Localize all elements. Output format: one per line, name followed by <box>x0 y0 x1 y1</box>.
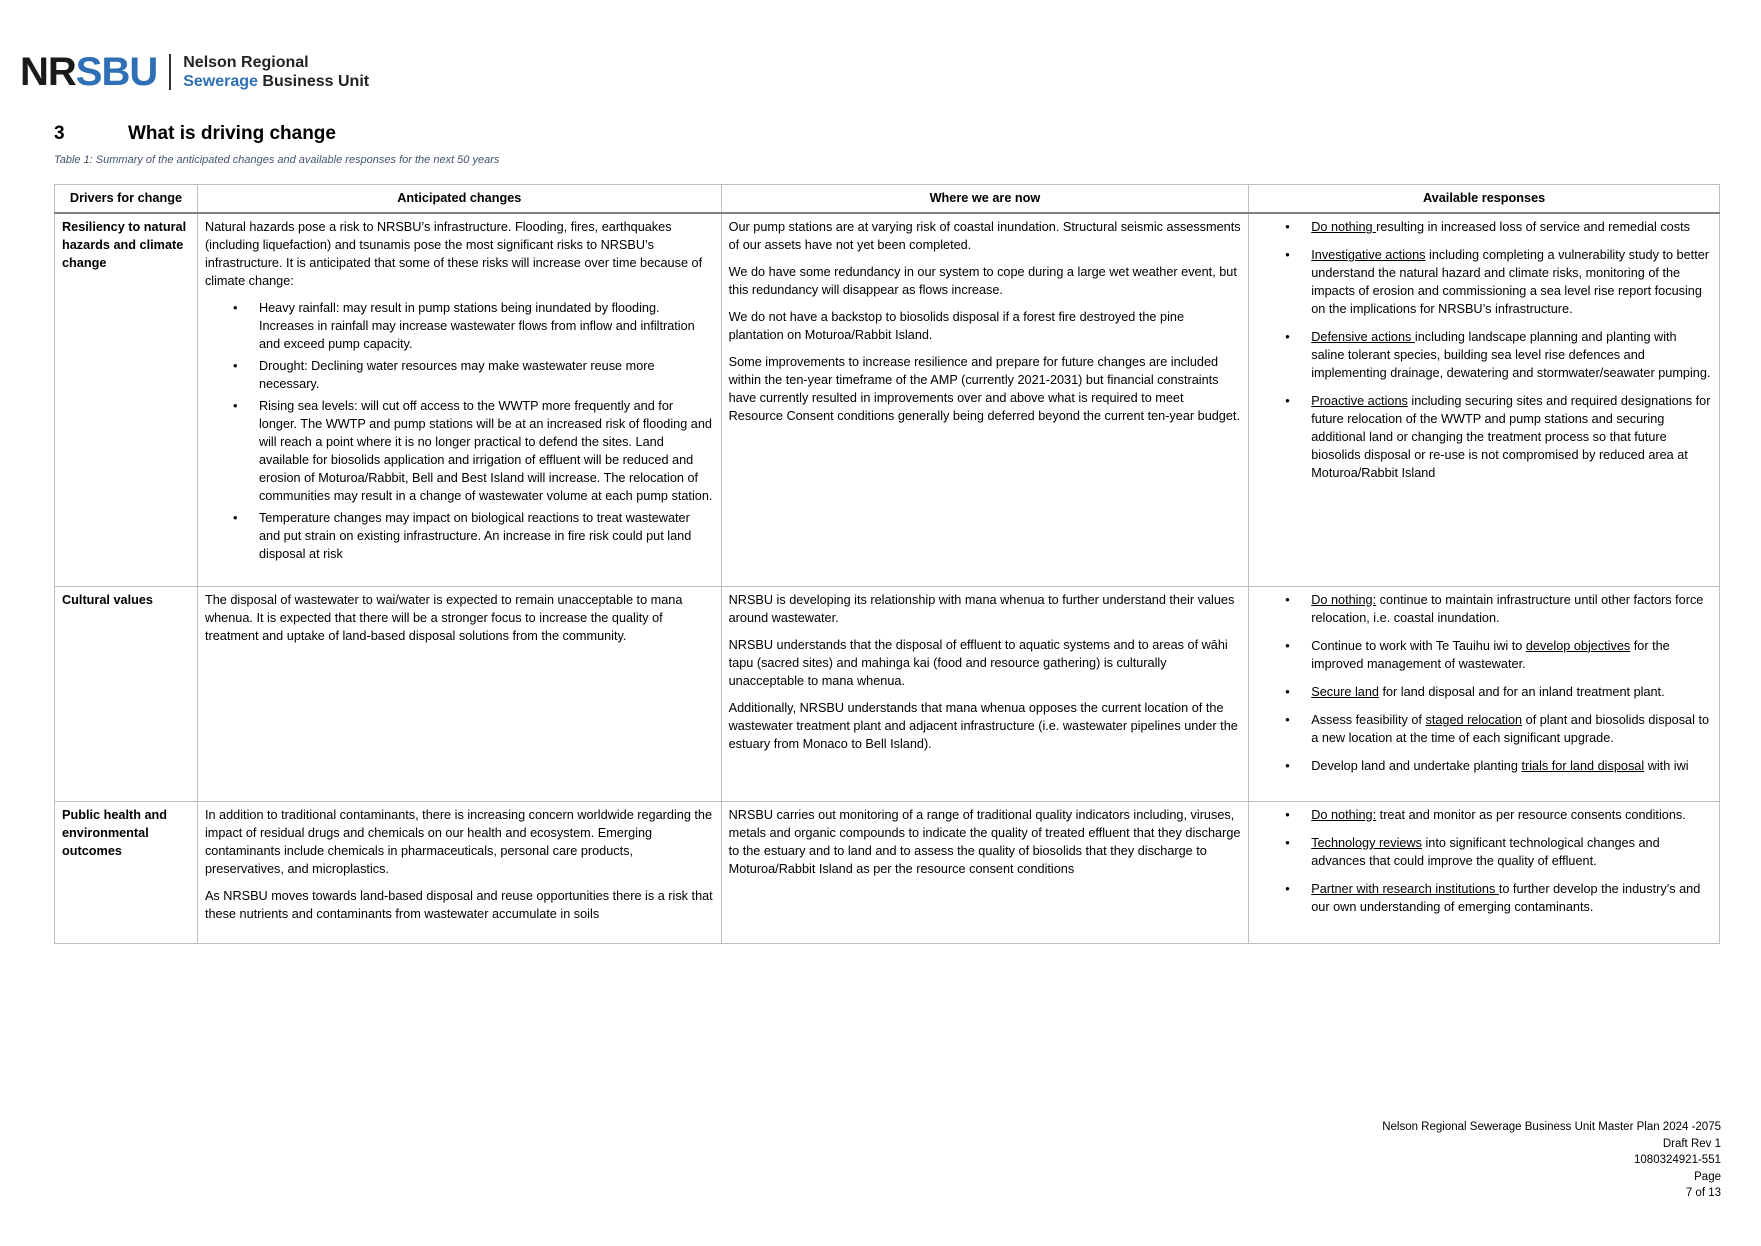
header-anticipated: Anticipated changes <box>197 185 721 214</box>
footer-page-label: Page <box>1694 1170 1721 1183</box>
table-header-row <box>55 185 1720 214</box>
logo-text: Nelson Regional Sewerage Business Unit <box>183 54 370 90</box>
section-title: What is driving change <box>128 123 336 144</box>
header-now: Where we are now <box>721 185 1249 214</box>
footer-revision: Draft Rev 1 <box>1662 1137 1721 1150</box>
now-cell: NRSBU carries out monitoring of a range of traditional quality indicators including, viruses, metals and organic compounds to indicate the quality of treated effluent that they discharge to the estuary and to land and to assess the quality of biosolids that they discharge to Moturoa/Rabbit Island as per the resource consent conditions <box>721 801 1249 943</box>
list-item: • Do nothing resulting in increased loss of service and remedial costs <box>1311 218 1712 236</box>
section-number: 3 <box>54 123 65 144</box>
footer-document-number: 1080324921-551 <box>1634 1154 1721 1166</box>
responses-list <box>1256 591 1712 775</box>
anticipated-list <box>205 299 714 563</box>
driver-cell: Resiliency to natural hazards and climate change <box>55 213 198 586</box>
list-item: • Secure land for land disposal and for an inland treatment plant. <box>1311 683 1712 701</box>
logo-mark: NRSBU <box>20 50 158 94</box>
page-footer <box>1382 1119 1721 1202</box>
footer-page-number: 7 of 13 <box>1685 1187 1721 1199</box>
responses-cell <box>1249 213 1720 586</box>
list-item: • Drought: Declining water resources may make wastewater reuse more necessary. <box>259 357 714 393</box>
now-cell: NRSBU is developing its relationship with mana whenua to further understand their values around wastewater. NRSBU understands that the disposal of effluent to aquatic systems and to areas of wāhi tapu (sacred sites) and mahinga kai (food and resource gathering) is culturally unacceptable to mana whenua. Additionally, NRSBU understands that mana whenua opposes the current location of the wastewater treatment plant and adjacent infrastructure (i.e. wastewater pipelines under the estuary from Monaco to Bell Island). <box>721 586 1249 801</box>
list-item: • Assess feasibility of staged relocation of plant and biosolids disposal to a new location at the time of each significant upgrade. <box>1311 711 1712 747</box>
list-item: • Develop land and undertake planting trials for land disposal with iwi <box>1311 757 1712 775</box>
anticipated-cell: Natural hazards pose a risk to NRSBU’s infrastructure. Flooding, fires, earthquakes (including liquefaction) and tsunamis pose the most significant risks to NRSBU’s infrastructure. It is anticipated that some of these risks will increase over time because of climate change: • Heavy rainfall: may result in pump stations being inundated by flooding. Increases in rainfall may increase wastewater flows from inflow and infiltration and exceed pump capacity. • Drought: Declining water resources may make wastewater reuse more necessary. • Rising sea levels: will cut off access to the WWTP more frequently and for longer. The WWTP and pump stations will be at an increased risk of flooding and will reach a point where it is no longer practical to defend the sites. Land available for biosolids application and irrigation of effluent will be reduced and erosion of Moturoa/Rabbit, Bell and Best Island will increase. The relocation of communities may result in a change of wastewater volume at each pump station. • Temperature changes may impact on biological reactions to treat wastewater and put strain on existing infrastructure. An increase in fire risk could put land disposal at risk <box>197 213 721 586</box>
responses-cell <box>1249 801 1720 943</box>
table-row <box>55 586 1720 801</box>
list-item: • Partner with research institutions to further develop the industry’s and our own understanding of emerging contaminants. <box>1311 880 1712 916</box>
table-caption: Table 1: Summary of the anticipated changes and available responses for the next 50 years <box>54 154 500 166</box>
list-item: • Rising sea levels: will cut off access to the WWTP more frequently and for longer. The WWTP and pump stations will be at an increased risk of flooding and will reach a point where it is no longer practical to defend the sites. Land available for biosolids application and irrigation of effluent will be reduced and erosion of Moturoa/Rabbit, Bell and Best Island will increase. The relocation of communities may result in a change of wastewater volume at each pump station. <box>259 397 714 505</box>
nrsbu-logo <box>20 52 369 92</box>
list-item: • Do nothing: continue to maintain infrastructure until other factors force relocation, i.e. coastal inundation. <box>1311 591 1712 627</box>
list-item: • Defensive actions including landscape planning and planting with saline tolerant species, building sea level rise defences and implementing drainage, dewatering and stormwater/seawater pumping. <box>1311 328 1712 382</box>
driver-cell: Public health and environmental outcomes <box>55 801 198 943</box>
anticipated-cell: The disposal of wastewater to wai/water is expected to remain unacceptable to mana whenua. It is expected that there will be a stronger focus to increase the quality of treatment and uptake of land-based disposal solutions from the community. <box>197 586 721 801</box>
table-row <box>55 801 1720 943</box>
logo-divider <box>169 54 171 90</box>
list-item: • Temperature changes may impact on biological reactions to treat wastewater and put strain on existing infrastructure. An increase in fire risk could put land disposal at risk <box>259 509 714 563</box>
anticipated-cell: In addition to traditional contaminants, there is increasing concern worldwide regarding the impact of residual drugs and chemicals on our health and ecosystem. Emerging contaminants include chemicals in pharmaceuticals, personal care products, preservatives, and microplastics. As NRSBU moves towards land-based disposal and reuse opportunities there is a risk that these nutrients and contaminants from wastewater accumulate in soils <box>197 801 721 943</box>
list-item: • Heavy rainfall: may result in pump stations being inundated by flooding. Increases in rainfall may increase wastewater flows from inflow and infiltration and exceed pump capacity. <box>259 299 714 353</box>
list-item: • Continue to work with Te Tauihu iwi to develop objectives for the improved management of wastewater. <box>1311 637 1712 673</box>
list-item: • Do nothing: treat and monitor as per resource consents conditions. <box>1311 806 1712 824</box>
section-heading <box>54 123 336 145</box>
list-item: • Investigative actions including completing a vulnerability study to better understand the natural hazard and climate risks, monitoring of the impacts of erosion and commissioning a sea level rise report focusing on the implications for NRSBU’s infrastructure. <box>1311 246 1712 318</box>
table-row <box>55 213 1720 586</box>
list-item: • Technology reviews into significant technological changes and advances that could improve the quality of effluent. <box>1311 834 1712 870</box>
footer-document-title: Nelson Regional Sewerage Business Unit Master Plan 2024 -2075 <box>1382 1121 1721 1133</box>
driver-cell: Cultural values <box>55 586 198 801</box>
header-responses: Available responses <box>1249 185 1720 214</box>
drivers-table <box>54 184 1720 944</box>
header-drivers: Drivers for change <box>55 185 198 214</box>
list-item: • Proactive actions including securing sites and required designations for future relocation of the WWTP and pump stations and securing additional land or changing the treatment process so that future biosolids disposal or re-use is not compromised by reduced area at Moturoa/Rabbit Island <box>1311 392 1712 482</box>
responses-cell <box>1249 586 1720 801</box>
now-cell: Our pump stations are at varying risk of coastal inundation. Structural seismic assessments of our assets have not yet been completed. We do have some redundancy in our system to cope during a large wet weather event, but this redundancy will disappear as flows increase. We do not have a backstop to biosolids disposal if a forest fire destroyed the pine plantation on Moturoa/Rabbit Island. Some improvements to increase resilience and prepare for future changes are included within the ten-year timeframe of the AMP (currently 2021-2031) but financial constraints have currently resulted in improvements over and above what is required to meet Resource Consent conditions generally being deferred beyond the current ten-year budget. <box>721 213 1249 586</box>
responses-list <box>1256 806 1712 916</box>
responses-list <box>1256 218 1712 482</box>
